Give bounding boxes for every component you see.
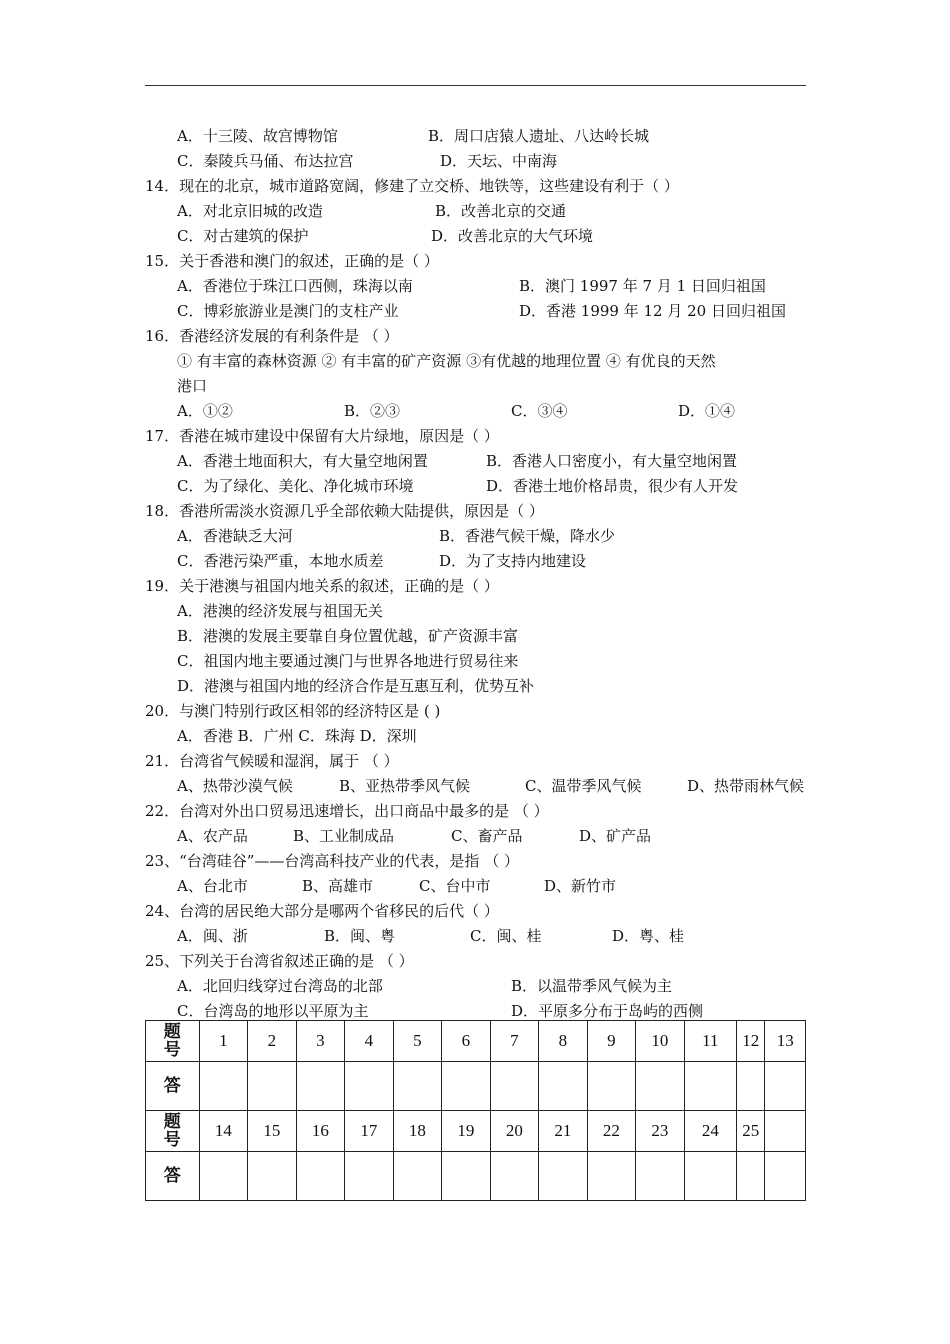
question-stem	[145, 699, 810, 724]
option-text: B．澳门 1997 年 7 月 1 日回归祖国	[519, 277, 766, 295]
option-text: A．闽、浙	[177, 927, 248, 945]
answer-options	[145, 774, 810, 799]
option-text: B、亚热带季风气候	[339, 777, 471, 795]
answer-options	[145, 124, 810, 149]
option-text: B．改善北京的交通	[435, 202, 567, 220]
option-text: A、热带沙漠气候	[177, 777, 293, 795]
question-text: 21．台湾省气候暖和湿润，属于 （ ）	[145, 752, 399, 770]
answer-cell[interactable]	[442, 1062, 491, 1111]
question-stem	[145, 574, 810, 599]
answer-cell[interactable]	[587, 1062, 636, 1111]
question-text: 16．香港经济发展的有利条件是 （ ）	[145, 327, 399, 345]
question-text: 19．关于港澳与祖国内地关系的叙述，正确的是（ ）	[145, 577, 499, 595]
option-text: D．粤、桂	[612, 927, 685, 945]
option-text: C、温带季风气候	[525, 777, 642, 795]
question-number-cell: 25	[737, 1111, 765, 1152]
option-text: C．闽、桂	[470, 927, 542, 945]
question-number-row-2	[146, 1111, 806, 1152]
option-text: A．香港缺乏大河	[177, 527, 293, 545]
question-number-label: 题 号	[146, 1111, 200, 1152]
answer-options	[145, 624, 810, 649]
option-text: C．台湾岛的地形以平原为主	[177, 1002, 369, 1020]
option-text: C、台中市	[419, 877, 491, 895]
answer-cell[interactable]	[737, 1062, 765, 1111]
answer-options	[145, 199, 810, 224]
answer-options	[145, 724, 810, 749]
answer-options	[145, 599, 810, 624]
option-text: D．香港土地价格昂贵，很少有人开发	[486, 477, 739, 495]
question-stem	[145, 899, 810, 924]
question-text: 25、下列关于台湾省叙述正确的是 （ ）	[145, 952, 414, 970]
question-stem	[145, 249, 810, 274]
answer-options	[145, 374, 810, 399]
question-text: 15．关于香港和澳门的叙述，正确的是（ ）	[145, 252, 439, 270]
option-text: B．闽、粤	[324, 927, 396, 945]
option-text: A．①②	[177, 402, 233, 420]
answer-options	[145, 274, 810, 299]
question-text: 17．香港在城市建设中保留有大片绿地，原因是（ ）	[145, 427, 499, 445]
option-text: B．港澳的发展主要靠自身位置优越，矿产资源丰富	[177, 627, 519, 645]
answer-row-1	[146, 1062, 806, 1111]
option-text: A．港澳的经济发展与祖国无关	[177, 602, 383, 620]
question-number-row-1	[146, 1021, 806, 1062]
answer-options	[145, 224, 810, 249]
answer-cell[interactable]	[765, 1152, 806, 1201]
answer-label: 答	[146, 1152, 200, 1201]
answer-cell[interactable]	[539, 1062, 588, 1111]
answer-options	[145, 474, 810, 499]
question-stem	[145, 749, 810, 774]
option-text: A．香港位于珠江口西侧，珠海以南	[177, 277, 413, 295]
answer-cell[interactable]	[442, 1152, 491, 1201]
question-number-cell: 22	[587, 1111, 636, 1152]
question-number-cell	[765, 1111, 806, 1152]
question-number-cell: 20	[490, 1111, 539, 1152]
answer-cell[interactable]	[393, 1152, 442, 1201]
answer-cell[interactable]	[765, 1062, 806, 1111]
question-number-cell: 5	[393, 1021, 442, 1062]
option-text: A、台北市	[177, 877, 248, 895]
option-text: C、畜产品	[451, 827, 523, 845]
question-stem	[145, 324, 810, 349]
answer-cell[interactable]	[199, 1062, 248, 1111]
question-number-cell: 16	[296, 1111, 345, 1152]
answer-cell[interactable]	[636, 1062, 685, 1111]
question-number-cell: 1	[199, 1021, 248, 1062]
question-text: 18．香港所需淡水资源几乎全部依赖大陆提供，原因是（ ）	[145, 502, 544, 520]
answer-options	[145, 349, 810, 374]
answer-options	[145, 649, 810, 674]
question-number-cell: 17	[345, 1111, 394, 1152]
answer-options	[145, 924, 810, 949]
option-text: B．周口店猿人遗址、八达岭长城	[428, 127, 650, 145]
answer-cell[interactable]	[345, 1152, 394, 1201]
question-stem	[145, 174, 810, 199]
question-number-cell: 2	[248, 1021, 297, 1062]
option-text: D、新竹市	[544, 877, 617, 895]
question-number-cell: 19	[442, 1111, 491, 1152]
question-text: 24、台湾的居民绝大部分是哪两个省移民的后代（ ）	[145, 902, 499, 920]
question-number-cell: 8	[539, 1021, 588, 1062]
option-text: A．十三陵、故宫博物馆	[177, 127, 338, 145]
question-number-cell: 6	[442, 1021, 491, 1062]
option-text: C．③④	[511, 402, 568, 420]
answer-cell[interactable]	[393, 1062, 442, 1111]
question-number-cell: 9	[587, 1021, 636, 1062]
header-rule	[145, 85, 806, 86]
option-text: C．香港污染严重，本地水质差	[177, 552, 384, 570]
option-text: 港口	[177, 377, 208, 395]
answer-cell[interactable]	[737, 1152, 765, 1201]
question-stem	[145, 849, 810, 874]
answer-cell[interactable]	[490, 1062, 539, 1111]
answer-cell[interactable]	[684, 1152, 737, 1201]
answer-cell[interactable]	[636, 1152, 685, 1201]
question-text: 20．与澳门特别行政区相邻的经济特区是 ( )	[145, 702, 441, 720]
option-text: B．香港气候干燥，降水少	[439, 527, 616, 545]
answer-cell[interactable]	[248, 1062, 297, 1111]
answer-cell[interactable]	[684, 1062, 737, 1111]
question-number-cell: 13	[765, 1021, 806, 1062]
answer-options	[145, 449, 810, 474]
option-text: A．香港土地面积大，有大量空地闲置	[177, 452, 428, 470]
question-stem	[145, 949, 810, 974]
question-stem	[145, 499, 810, 524]
answer-options	[145, 399, 810, 424]
option-text: B、高雄市	[302, 877, 374, 895]
answer-options	[145, 524, 810, 549]
question-number-cell: 11	[684, 1021, 737, 1062]
option-text: D．改善北京的大气环境	[431, 227, 594, 245]
option-text: C．秦陵兵马俑、布达拉宫	[177, 152, 354, 170]
option-text: D．天坛、中南海	[440, 152, 558, 170]
answer-row-2	[146, 1152, 806, 1201]
option-text: C．祖国内地主要通过澳门与世界各地进行贸易往来	[177, 652, 519, 670]
question-number-cell: 12	[737, 1021, 765, 1062]
answer-cell[interactable]	[539, 1152, 588, 1201]
question-number-cell: 14	[199, 1111, 248, 1152]
question-number-cell: 7	[490, 1021, 539, 1062]
option-text: ① 有丰富的森林资源 ② 有丰富的矿产资源 ③有优越的地理位置 ④ 有优良的天然	[177, 352, 716, 370]
option-text: A．北回归线穿过台湾岛的北部	[177, 977, 383, 995]
answer-cell[interactable]	[490, 1152, 539, 1201]
option-text: D、热带雨林气候	[687, 777, 805, 795]
question-number-cell: 4	[345, 1021, 394, 1062]
question-number-cell: 24	[684, 1111, 737, 1152]
option-text: A．香港 B．广州 C．珠海 D．深圳	[177, 727, 417, 745]
answer-cell[interactable]	[248, 1152, 297, 1201]
option-text: C．对古建筑的保护	[177, 227, 309, 245]
option-text: D．平原多分布于岛屿的西侧	[511, 1002, 704, 1020]
answer-label: 答	[146, 1062, 200, 1111]
question-number-cell: 3	[296, 1021, 345, 1062]
answer-options	[145, 824, 810, 849]
option-text: C．博彩旅游业是澳门的支柱产业	[177, 302, 399, 320]
option-text: D．港澳与祖国内地的经济合作是互惠互利，优势互补	[177, 677, 535, 695]
option-text: B．香港人口密度小，有大量空地闲置	[486, 452, 738, 470]
answer-table	[145, 1020, 806, 1201]
answer-cell[interactable]	[296, 1152, 345, 1201]
answer-options	[145, 149, 810, 174]
question-stem	[145, 799, 810, 824]
question-number-label: 题 号	[146, 1021, 200, 1062]
question-number-cell: 18	[393, 1111, 442, 1152]
answer-options	[145, 874, 810, 899]
question-text: 14．现在的北京，城市道路宽阔，修建了立交桥、地铁等，这些建设有利于（ ）	[145, 177, 679, 195]
question-text: 23、“台湾硅谷”——台湾高科技产业的代表，是指 （ ）	[145, 852, 519, 870]
answer-cell[interactable]	[345, 1062, 394, 1111]
option-text: B、工业制成品	[293, 827, 395, 845]
question-number-cell: 23	[636, 1111, 685, 1152]
option-text: D．①④	[678, 402, 736, 420]
answer-options	[145, 299, 810, 324]
answer-cell[interactable]	[296, 1062, 345, 1111]
question-text: 22．台湾对外出口贸易迅速增长，出口商品中最多的是 （ ）	[145, 802, 549, 820]
answer-options	[145, 549, 810, 574]
option-text: D、矿产品	[579, 827, 652, 845]
question-number-cell: 21	[539, 1111, 588, 1152]
option-text: B．②③	[344, 402, 401, 420]
question-number-cell: 15	[248, 1111, 297, 1152]
answer-options	[145, 974, 810, 999]
question-stem	[145, 424, 810, 449]
answer-cell[interactable]	[199, 1152, 248, 1201]
question-number-cell: 10	[636, 1021, 685, 1062]
option-text: A、农产品	[177, 827, 248, 845]
option-text: A．对北京旧城的改造	[177, 202, 323, 220]
answer-cell[interactable]	[587, 1152, 636, 1201]
option-text: D．香港 1999 年 12 月 20 日回归祖国	[519, 302, 786, 320]
option-text: C．为了绿化、美化、净化城市环境	[177, 477, 414, 495]
option-text: B．以温带季风气候为主	[511, 977, 673, 995]
question-list	[145, 124, 810, 1024]
answer-options	[145, 674, 810, 699]
option-text: D．为了支持内地建设	[439, 552, 587, 570]
